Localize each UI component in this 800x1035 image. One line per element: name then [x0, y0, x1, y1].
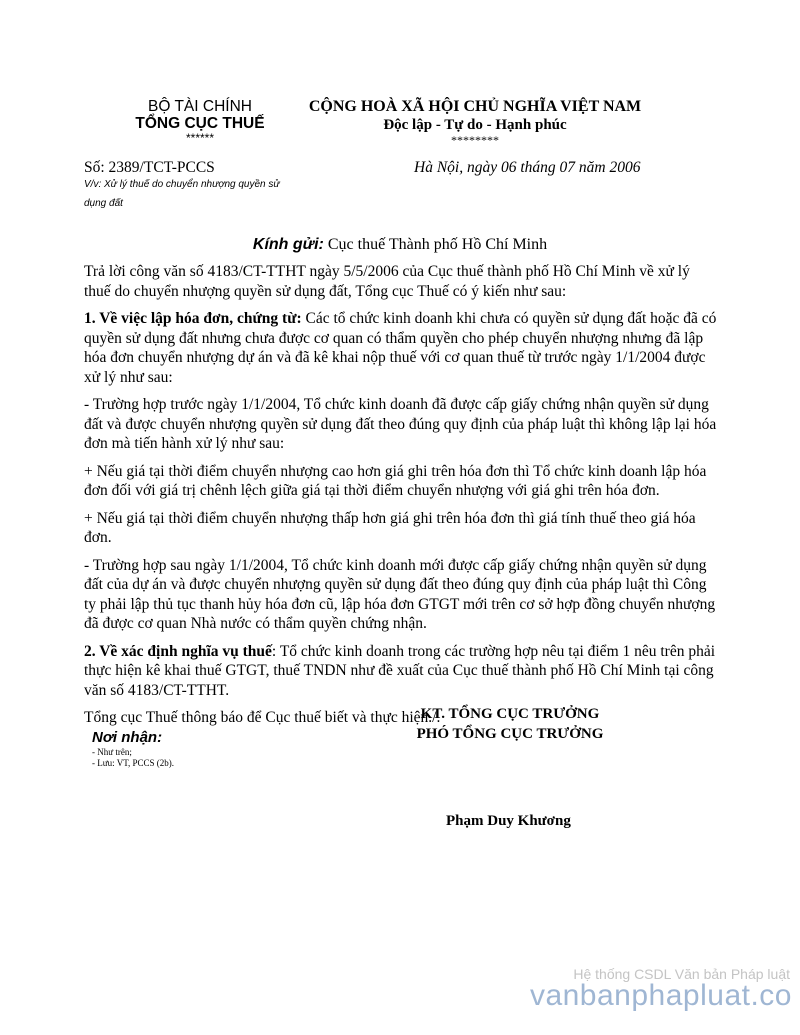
recipient-label: Kính gửi:: [252, 236, 324, 253]
document-body: [84, 262, 718, 736]
subject-line: V/v: Xử lý thuế do chuyển nhượng quyền sử dụng đất: [84, 179, 280, 209]
recipients-item: - Như trên;: [92, 747, 132, 757]
section-1-paragraph: [84, 309, 718, 387]
issuer-ministry: BỘ TÀI CHÍNH: [148, 98, 252, 115]
case-before-2004: - Trường hợp trước ngày 1/1/2004, Tổ chức kinh doanh đã được cấp giấy chứng nhận quyền sử dụng đất và được chuyển nhượng quyền sử dụng đất theo đúng quy định của pháp luật thì không lập lại hóa đơn mà tiến hành xử lý như sau:: [84, 396, 717, 452]
issuer-block: [100, 98, 300, 144]
signature-title-line2: PHÓ TỔNG CỤC TRƯỞNG: [416, 726, 604, 742]
closing-paragraph: Tổng cục Thuế thông báo để Cục thuế biết và thực hiện./.: [84, 709, 441, 726]
section-1-text: Các tổ chức kinh doanh khi chưa có quyền sử dụng đất hoặc đã có quyền sử dụng đất nhưng chưa được cơ quan có thẩm quyền cho phép chuyển nhượng nhưng đã lập hóa đơn chuyển nhượng dự án và đã kê khai nộp thuế với cơ quan thuế từ trước ngày 1/1/2004 được xử lý như sau:: [84, 310, 717, 386]
section-2-text: : Tổ chức kinh doanh trong các trường hợp nêu tại điểm 1 nêu trên phải thực hiện kê khai thuế GTGT, thuế TNDN như đề xuất của Cục thuế thành phố Hồ Chí Minh tại công văn số 4183/CT-TTHT.: [84, 642, 716, 699]
watermark-caption: Hệ thống CSDL Văn bản Pháp luật: [573, 966, 790, 982]
watermark-domain: vanbanphapluat.co: [529, 979, 792, 1012]
motto: Độc lập - Tự do - Hạnh phúc: [383, 117, 567, 133]
recipients-list: [92, 729, 174, 769]
section-2-paragraph: [84, 642, 718, 701]
section-1-heading: 1. Về việc lập hóa đơn, chứng từ:: [84, 310, 302, 327]
signature-block: [400, 704, 620, 744]
intro-paragraph: Trả lời công văn số 4183/CT-TTHT ngày 5/5/2006 của Cục thuế thành phố Hồ Chí Minh về xử lý thuế do chuyển nhượng quyền sử dụng đất, Tổng cục Thuế có ý kiến như sau:: [84, 263, 690, 300]
recipient-value: Cục thuế Thành phố Hồ Chí Minh: [327, 236, 548, 253]
motto-block: [300, 98, 650, 146]
recipients-item: - Lưu: VT, PCCS (2b).: [92, 758, 175, 768]
section-2-heading: 2. Về xác định nghĩa vụ thuế: [84, 642, 272, 660]
issuer-department: TỔNG CỤC THUẾ: [135, 115, 265, 132]
nation-title: CỘNG HOÀ XÃ HỘI CHỦ NGHĨA VIỆT NAM: [308, 98, 642, 115]
signer-name: Phạm Duy Khương: [446, 813, 571, 829]
place-date: Hà Nội, ngày 06 tháng 07 năm 2006: [414, 159, 641, 176]
case-price-higher: + Nếu giá tại thời điểm chuyển nhượng cao hơn giá ghi trên hóa đơn thì Tổ chức kinh doanh lập hóa đơn đối với giá trị chênh lệch giữa giá tại thời điểm chuyển nhượng với giá ghi trên hóa đơn.: [84, 462, 707, 499]
case-price-lower: + Nếu giá tại thời điểm chuyển nhượng thấp hơn giá ghi trên hóa đơn thì giá tính thuế theo giá hóa đơn.: [84, 509, 696, 546]
issuer-divider: ******: [185, 131, 215, 145]
motto-divider: ********: [451, 133, 499, 147]
signature-title-line1: KT. TỔNG CỤC TRƯỞNG: [420, 706, 600, 722]
case-after-2004: - Trường hợp sau ngày 1/1/2004, Tổ chức kinh doanh mới được cấp giấy chứng nhận quyền sử dụng đất của dự án và được chuyển nhượng quyền sử dụng đất theo đúng quy định của pháp luật thì Công ty phải lập thủ tục thanh hủy hóa đơn cũ, lập hóa đơn GTGT mới trên cơ sở hợp đồng chuyển nhượng đã được cơ quan Nhà nước có thẩm quyền chứng nhận.: [84, 556, 716, 632]
document-number: Số: 2389/TCT-PCCS: [84, 159, 215, 176]
recipient-line: [0, 236, 800, 254]
recipients-heading: Nơi nhận:: [92, 729, 163, 746]
